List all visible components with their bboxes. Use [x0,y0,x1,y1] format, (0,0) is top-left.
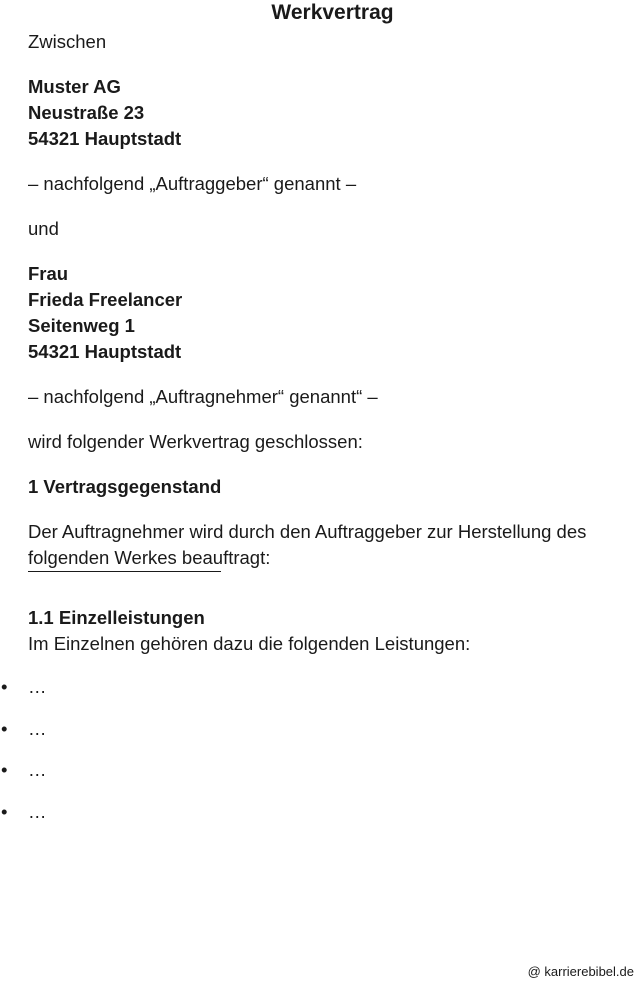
list-item [1,757,633,783]
section1-1-heading: 1.1 Einzelleistungen [28,607,205,628]
section1-heading: 1 Vertragsgegenstand [28,476,222,497]
list-item-text: … [28,800,47,822]
bullet-icon: • [1,800,8,822]
list-item [1,716,633,742]
party2-salutation: Frau [28,263,69,284]
bullet-icon: • [1,676,8,697]
document-body [1,29,633,840]
list-item-text: … [28,717,47,739]
list-item-text: … [28,676,47,697]
bullet-icon: • [1,759,8,780]
footer-credit: @ karrierebibel.de [527,964,634,979]
party1-street: Neustraße 23 [28,102,145,123]
bullet-icon: • [1,717,8,739]
and-text: und [28,218,59,239]
party1-city: 54321 Hauptstadt [28,128,182,149]
list-item [1,799,633,825]
document-title: Werkvertrag [271,1,394,24]
list-item-text: … [28,759,47,780]
section1-1-text: Im Einzelnen gehören dazu die folgenden Leistungen: [28,633,471,654]
party1-note: – nachfolgend „Auftraggeber“ genannt – [28,173,357,194]
intro-text: Zwischen [28,31,107,52]
party1-address [28,74,633,152]
party2-address [28,261,633,365]
services-list [1,674,633,825]
party2-name: Frieda Freelancer [28,289,183,310]
concluded-text: wird folgender Werkvertrag geschlossen: [28,431,363,452]
party2-city: 54321 Hauptstadt [28,341,182,362]
section1-text: Der Auftragnehmer wird durch den Auftraggeber zur Herstellung des folgenden Werkes beauftragt: [28,521,587,568]
list-item [1,674,633,700]
party1-name: Muster AG [28,76,121,97]
party2-note: – nachfolgend „Auftragnehmer“ genannt“ – [28,386,378,407]
party2-street: Seitenweg 1 [28,315,135,336]
